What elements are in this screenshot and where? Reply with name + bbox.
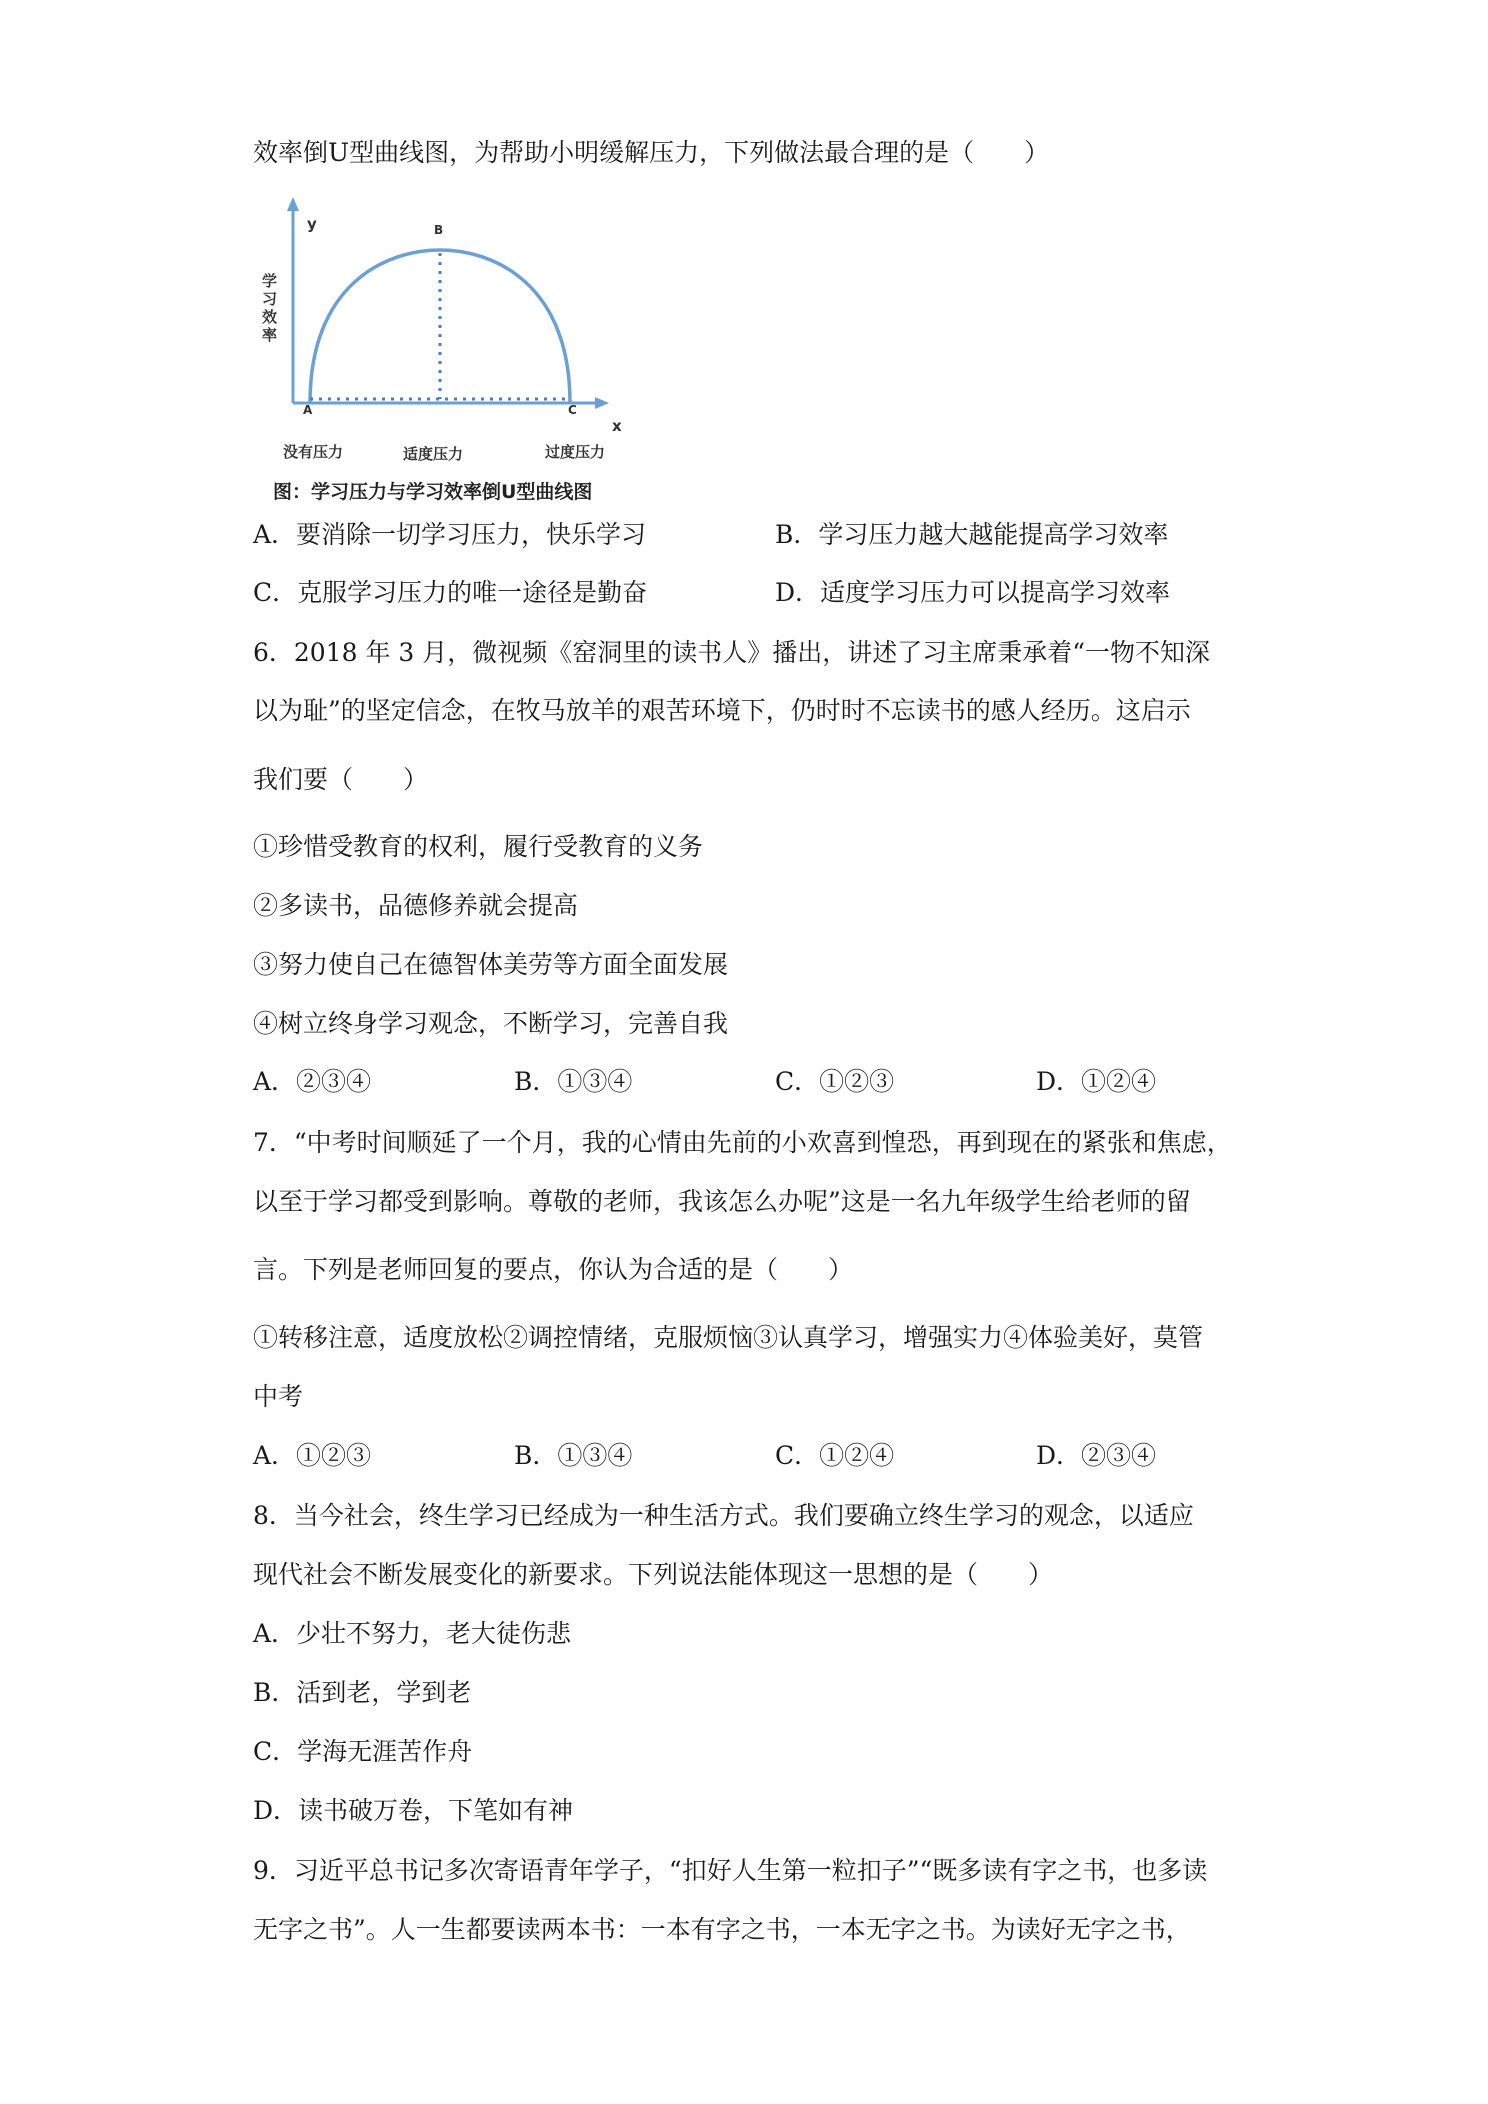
point-b-label: B xyxy=(434,223,444,237)
y-axis-arrow xyxy=(287,197,299,211)
q6-option-b[interactable]: B．①③④ xyxy=(514,1067,633,1096)
q6-option-a[interactable]: A．②③④ xyxy=(253,1067,372,1096)
q6-stem-line-3: 我们要（ ） xyxy=(253,765,429,794)
y-axis-letter: y xyxy=(307,215,317,233)
q6-item-1: ①珍惜受教育的权利，履行受教育的义务 xyxy=(253,832,704,861)
q8-stem-line-2: 现代社会不断发展变化的新要求。下列说法能体现这一思想的是（ ） xyxy=(253,1560,1054,1589)
x-axis-arrow xyxy=(595,397,609,409)
inverted-u-chart xyxy=(255,195,655,465)
q6-item-2: ②多读书，品德修养就会提高 xyxy=(253,891,579,920)
y-axis-title: 学习效率 xyxy=(260,273,278,345)
q9-stem-line-1: 9．习近平总书记多次寄语青年学子，“扣好人生第一粒扣子”“既多读有字之书，也多读 xyxy=(253,1856,1208,1885)
x-label-moderate-pressure: 适度压力 xyxy=(403,445,464,463)
q8-option-b[interactable]: B．活到老，学到老 xyxy=(253,1678,472,1707)
q7-option-a[interactable]: A．①②③ xyxy=(253,1441,372,1470)
q7-stem-line-2: 以至于学习都受到影响。尊敬的老师，我该怎么办呢”这是一名九年级学生给老师的留 xyxy=(253,1187,1191,1216)
q6-item-3: ③努力使自己在德智体美劳等方面全面发展 xyxy=(253,950,729,979)
q5-stem-tail: 效率倒U型曲线图，为帮助小明缓解压力，下列做法最合理的是（ ） xyxy=(253,138,1050,167)
q6-stem-line-1: 6．2018 年 3 月，微视频《窑洞里的读书人》播出，讲述了习主席秉承着“一物不知深 xyxy=(253,638,1211,667)
q7-items-line-2: 中考 xyxy=(253,1382,304,1411)
pressure-efficiency-figure xyxy=(255,195,655,510)
q7-items-line-1: ①转移注意，适度放松②调控情绪，克服烦恼③认真学习，增强实力④体验美好，莫管 xyxy=(253,1323,1204,1352)
x-axis-letter: x xyxy=(612,417,622,435)
q5-option-a[interactable]: A．要消除一切学习压力，快乐学习 xyxy=(253,520,647,549)
q7-stem-line-1: 7．“中考时间顺延了一个月，我的心情由先前的小欢喜到惶恐，再到现在的紧张和焦虑， xyxy=(253,1128,1232,1157)
q6-item-4: ④树立终身学习观念，不断学习，完善自我 xyxy=(253,1009,729,1038)
q6-option-d[interactable]: D．①②④ xyxy=(1036,1067,1157,1096)
q8-option-c[interactable]: C．学海无涯苦作舟 xyxy=(253,1737,473,1766)
q7-option-c[interactable]: C．①②④ xyxy=(775,1441,895,1470)
q8-option-a[interactable]: A．少壮不努力，老大徒伤悲 xyxy=(253,1619,572,1648)
figure-caption: 图：学习压力与学习效率倒U型曲线图 xyxy=(273,481,593,503)
x-label-excessive-pressure: 过度压力 xyxy=(545,443,606,461)
q7-option-d[interactable]: D．②③④ xyxy=(1036,1441,1157,1470)
q5-option-c[interactable]: C．克服学习压力的唯一途径是勤奋 xyxy=(253,578,648,607)
q6-option-c[interactable]: C．①②③ xyxy=(775,1067,895,1096)
q5-option-b[interactable]: B．学习压力越大越能提高学习效率 xyxy=(775,520,1169,549)
q7-stem-line-3: 言。下列是老师回复的要点，你认为合适的是（ ） xyxy=(253,1255,854,1284)
point-a-label: A xyxy=(303,403,313,417)
q9-stem-line-2: 无字之书”。人一生都要读两本书：一本有字之书，一本无字之书。为读好无字之书， xyxy=(253,1915,1191,1944)
q8-stem-line-1: 8．当今社会，终生学习已经成为一种生活方式。我们要确立终生学习的观念，以适应 xyxy=(253,1501,1194,1530)
q5-option-d[interactable]: D．适度学习压力可以提高学习效率 xyxy=(775,578,1171,607)
point-c-label: C xyxy=(568,403,577,417)
x-label-no-pressure: 没有压力 xyxy=(283,443,344,461)
q7-option-b[interactable]: B．①③④ xyxy=(514,1441,633,1470)
q8-option-d[interactable]: D．读书破万卷，下笔如有神 xyxy=(253,1796,574,1825)
q6-stem-line-2: 以为耻”的坚定信念，在牧马放羊的艰苦环境下，仍时时不忘读书的感人经历。这启示 xyxy=(253,696,1191,725)
